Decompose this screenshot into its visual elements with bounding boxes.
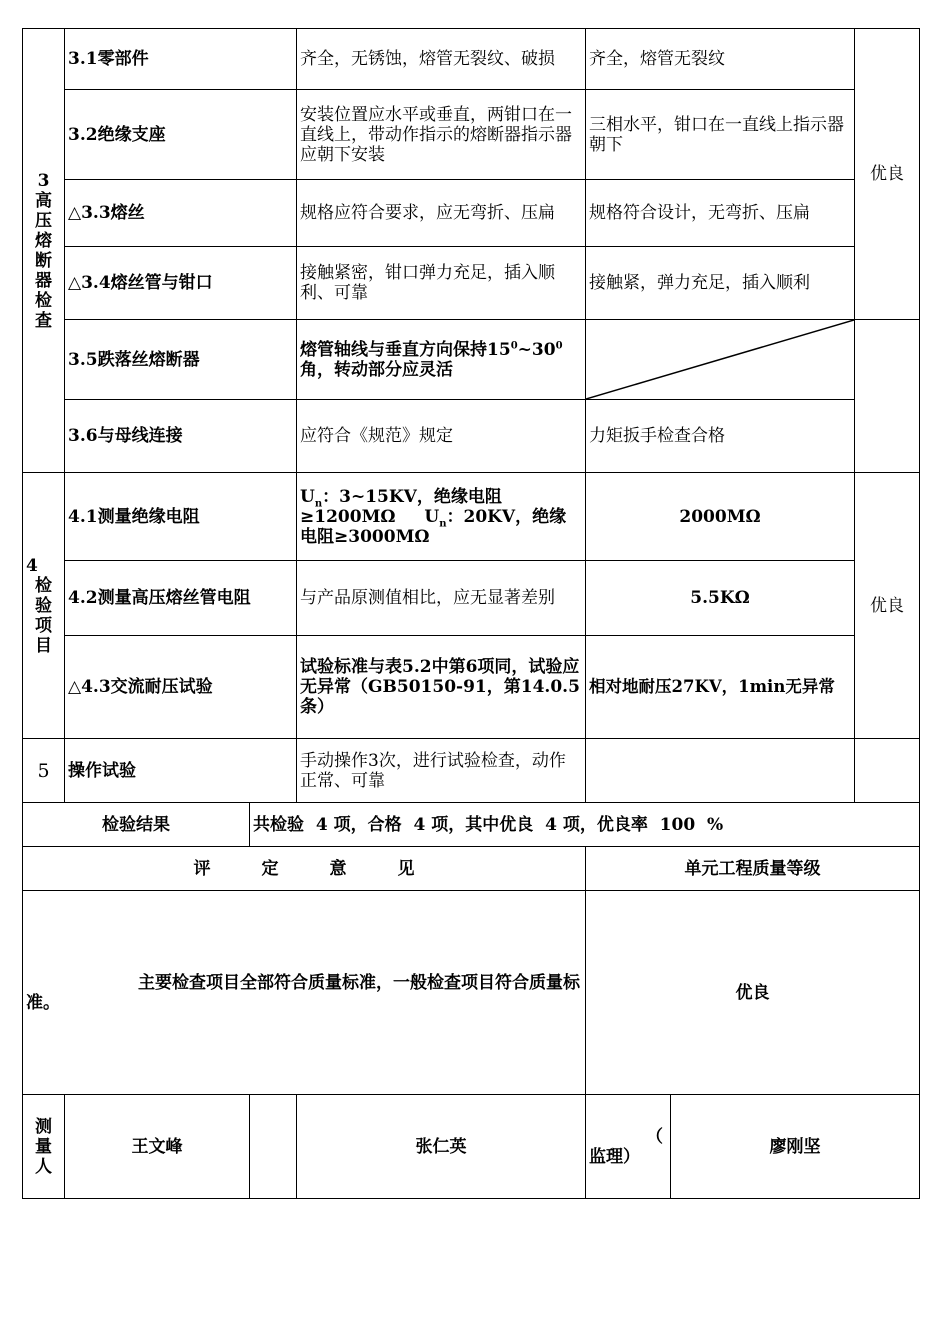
summary-row [23,803,920,847]
result-cell: 齐全，熔管无裂纹 [586,29,855,90]
item-cell: △3.3熔丝 [65,180,297,247]
section-3-label: 3高压熔断器检查 [23,29,65,473]
item-cell: △4.3交流耐压试验 [65,636,297,739]
result-cell: 5.5KΩ [586,561,855,636]
grade-cell-empty [855,320,920,400]
result-cell: 规格符合设计，无弯折、压扁 [586,180,855,247]
summary-text: 共检验 4 项，合格 4 项，其中优良 4 项，优良率 100 % [250,803,920,847]
standard-cell: 应符合《规范》规定 [297,400,586,473]
standard-cell: 与产品原测值相比，应无显著差别 [297,561,586,636]
measurer-label: 测量人 [23,1095,65,1199]
table-row [23,90,920,180]
standard-cell: 接触紧密，钳口弹力充足，插入顺利、可靠 [297,247,586,320]
standard-cell: 齐全，无锈蚀，熔管无裂纹、破损 [297,29,586,90]
opinion-header: 评 定 意 见 [23,847,586,891]
result-cell: 力矩扳手检查合格 [586,400,855,473]
opinion-text: 主要检查项目全部符合质量标准，一般检查项目符合质量标准。 [23,891,586,1095]
result-cell-struck [586,320,855,400]
diagonal-strike-line [586,320,854,399]
result-cell: 2000MΩ [586,473,855,561]
item-cell: 3.1零部件 [65,29,297,90]
table-row [23,473,920,561]
item-cell: 4.1测量绝缘电阻 [65,473,297,561]
grade-header: 单元工程质量等级 [586,847,920,891]
result-cell: 相对地耐压27KV，1min无异常 [586,636,855,739]
item-cell: 3.2绝缘支座 [65,90,297,180]
section-4-label: 4 检验项目 [23,473,65,739]
signature-row [23,1095,920,1199]
item-cell: 3.5跌落丝熔断器 [65,320,297,400]
section-3-grade: 优良 [855,29,920,320]
unit-quality-grade: 优良 [586,891,920,1095]
standard-cell: 规格应符合要求，应无弯折、压扁 [297,180,586,247]
person2-name: 张仁英 [297,1095,586,1199]
table-row [23,400,920,473]
table-row [23,247,920,320]
table-row [23,739,920,803]
section-5-num: 5 [23,739,65,803]
standard-cell: 手动操作3次，进行试验检查，动作正常、可靠 [297,739,586,803]
supervisor-name: 廖刚坚 [671,1095,920,1199]
item-cell: 操作试验 [65,739,297,803]
table-row [23,561,920,636]
standard-cell: $U_n$：3~15KV，绝缘电阻≥1200MΩ $U_n$：20KV，绝缘电阻≥3000MΩ [297,473,586,561]
blank-cell [250,1095,297,1199]
standard-cell: 熔管轴线与垂直方向保持$15^0\sim 30^0$角，转动部分应灵活 [297,320,586,400]
table-row [23,320,920,400]
item-cell: △3.4熔丝管与钳口 [65,247,297,320]
item-cell: 4.2测量高压熔丝管电阻 [65,561,297,636]
inspection-form [22,28,920,1199]
grade-cell [855,739,920,803]
section-4-grade: 优良 [855,473,920,739]
result-cell: 接触紧，弹力充足，插入顺利 [586,247,855,320]
result-cell: 三相水平，钳口在一直线上指示器朝下 [586,90,855,180]
table-row [23,636,920,739]
result-cell [586,739,855,803]
standard-cell: 安装位置应水平或垂直，两钳口在一直线上，带动作指示的熔断器指示器应朝下安装 [297,90,586,180]
table-row [23,180,920,247]
item-cell: 3.6与母线连接 [65,400,297,473]
grade-cell-empty [855,400,920,473]
table-row [23,29,920,90]
supervisor-label: （ 监理） [586,1095,671,1199]
summary-label: 检验结果 [23,803,250,847]
standard-cell: 试验标准与表5.2中第6项同，试验应无异常（GB50150-91，第14.0.5条） [297,636,586,739]
opinion-row [23,891,920,1095]
opinion-header-row [23,847,920,891]
measurer-name: 王文峰 [65,1095,250,1199]
